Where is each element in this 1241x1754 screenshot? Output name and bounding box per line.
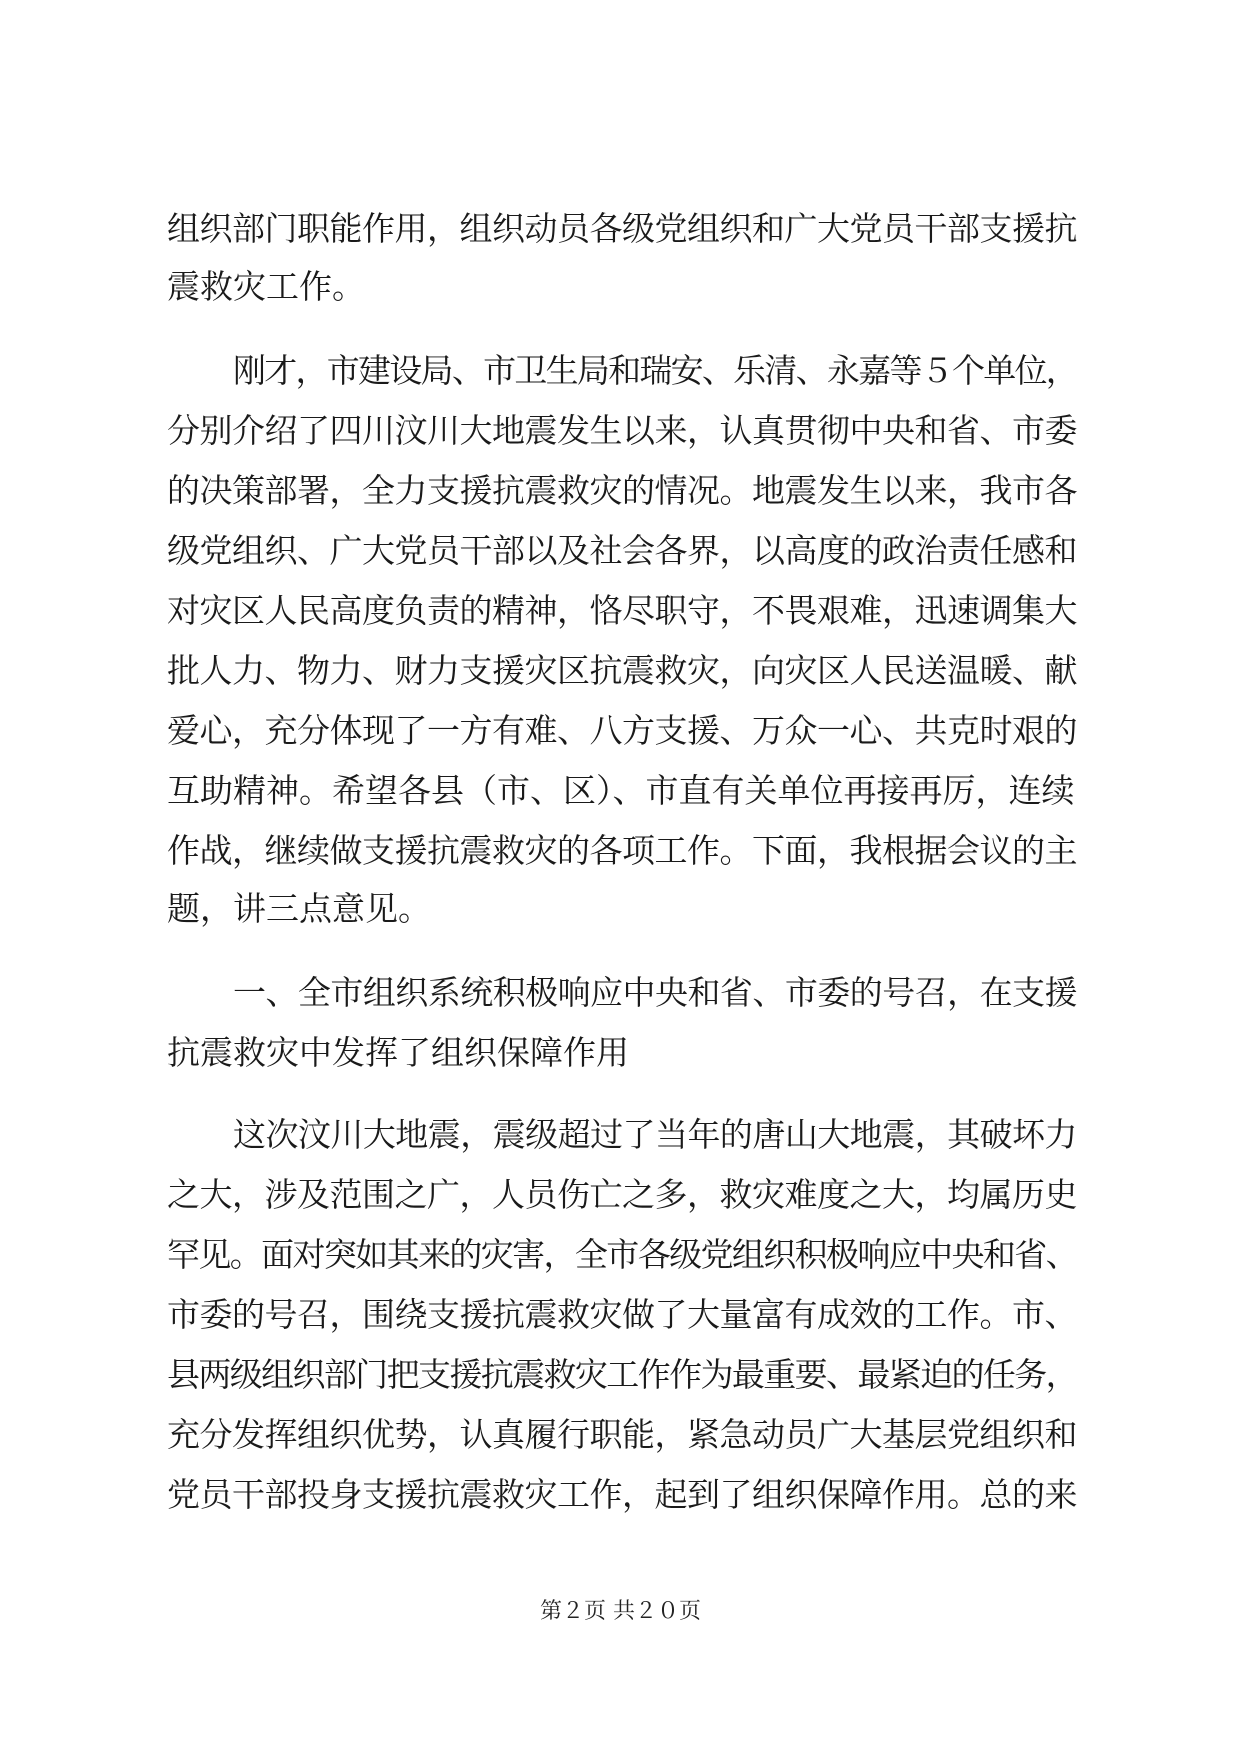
text-line: 之大，涉及范围之广，人员伤亡之多，救灾难度之大，均属历史 <box>167 1175 1077 1214</box>
paragraph-first-line: 这次汶川大地震，震级超过了当年的唐山大地震，其破坏力 <box>233 1115 1078 1154</box>
text-line: 县两级组织部门把支援抗震救灾工作作为最重要、最紧迫的任务， <box>167 1355 1078 1394</box>
text-line: 震救灾工作。 <box>167 267 365 306</box>
text-line: 题，讲三点意见。 <box>167 889 431 928</box>
text-line: 爱心，充分体现了一方有难、八方支援、万众一心、共克时艰的 <box>167 711 1077 750</box>
section-heading-line: 一、全市组织系统积极响应中央和省、市委的号召，在支援 <box>233 973 1078 1012</box>
section-heading-line: 抗震救灾中发挥了组织保障作用 <box>167 1033 629 1072</box>
text-line: 作战，继续做支援抗震救灾的各项工作。下面，我根据会议的主 <box>167 831 1077 870</box>
text-line: 组织部门职能作用，组织动员各级党组织和广大党员干部支援抗 <box>167 209 1077 248</box>
text-line: 级党组织、广大党员干部以及社会各界，以高度的政治责任感和 <box>167 531 1077 570</box>
text-line: 的决策部署，全力支援抗震救灾的情况。地震发生以来，我市各 <box>167 471 1077 510</box>
text-line: 对灾区人民高度负责的精神，恪尽职守，不畏艰难，迅速调集大 <box>167 591 1077 630</box>
text-line: 互助精神。希望各县（市、区）、市直有关单位再接再厉，连续 <box>167 771 1075 810</box>
text-line: 市委的号召，围绕支援抗震救灾做了大量富有成效的工作。市、 <box>167 1295 1077 1334</box>
text-line: 党员干部投身支援抗震救灾工作，起到了组织保障作用。总的来 <box>167 1475 1077 1514</box>
text-line: 罕见。面对突如其来的灾害，全市各级党组织积极响应中央和省、 <box>167 1235 1078 1274</box>
text-line: 分别介绍了四川汶川大地震发生以来，认真贯彻中央和省、市委 <box>167 411 1077 450</box>
text-line: 充分发挥组织优势，认真履行职能，紧急动员广大基层党组织和 <box>167 1415 1077 1454</box>
paragraph-first-line: 刚才，市建设局、市卫生局和瑞安、乐清、永嘉等５个单位， <box>233 351 1078 390</box>
page-footer: 第２页 共２０页 <box>540 1599 701 1624</box>
text-line: 批人力、物力、财力支援灾区抗震救灾，向灾区人民送温暖、献 <box>167 651 1077 690</box>
